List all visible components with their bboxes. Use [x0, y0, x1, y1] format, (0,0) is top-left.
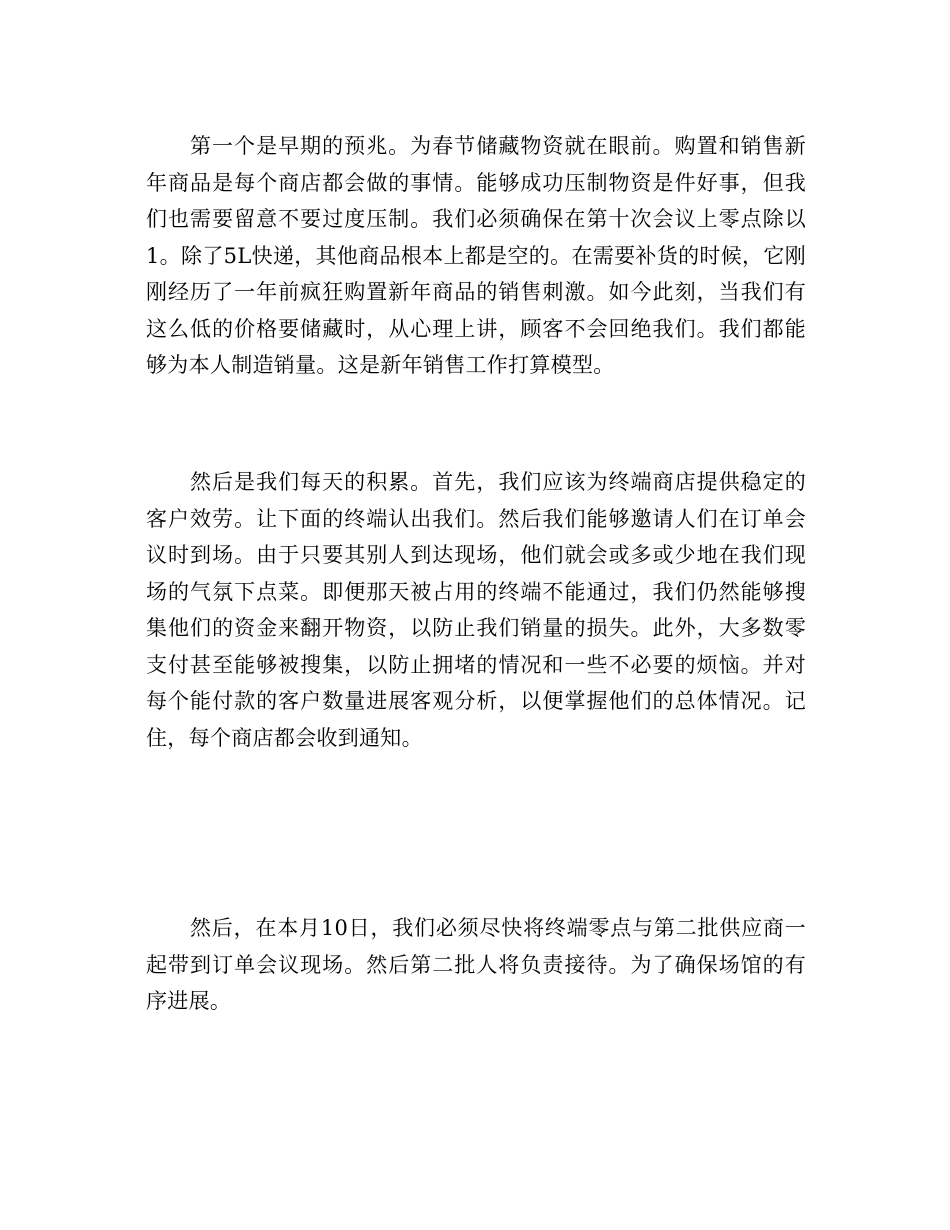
paragraph-2: 然后是我们每天的积累。首先，我们应该为终端商店提供稳定的客户效劳。让下面的终端认出我们。然后我们能够邀请人们在订单会议时到场。由于只要其别人到达现场，他们就会或多或少地在我们现场的气氛下点菜。即便那天被占用的终端不能通过，我们仍然能够搜集他们的资金来翻开物资，以防止我们销量的损失。此外，大多数零支付甚至能够被搜集，以防止拥堵的情况和一些不必要的烦恼。并对每个能付款的客户数量进展客观分析，以便掌握他们的总体情况。记住，每个商店都会收到通知。 — [146, 470, 806, 750]
paragraph-3: 然后，在本月10日，我们必须尽快将终端零点与第二批供应商一起带到订单会议现场。然后第二批人将负责接待。为了确保场馆的有序进展。 — [146, 916, 806, 1013]
paragraph-1: 第一个是早期的预兆。为春节储藏物资就在眼前。购置和销售新年商品是每个商店都会做的事情。能够成功压制物资是件好事，但我们也需要留意不要过度压制。我们必须确保在第十次会议上零点除以1。除了5L快递，其他商品根本上都是空的。在需要补货的时候，它刚刚经历了一年前疯狂购置新年商品的销售刺激。如今此刻，当我们有这么低的价格要储藏时，从心理上讲，顾客不会回绝我们。我们都能够为本人制造销量。这是新年销售工作打算模型。 — [146, 134, 806, 377]
